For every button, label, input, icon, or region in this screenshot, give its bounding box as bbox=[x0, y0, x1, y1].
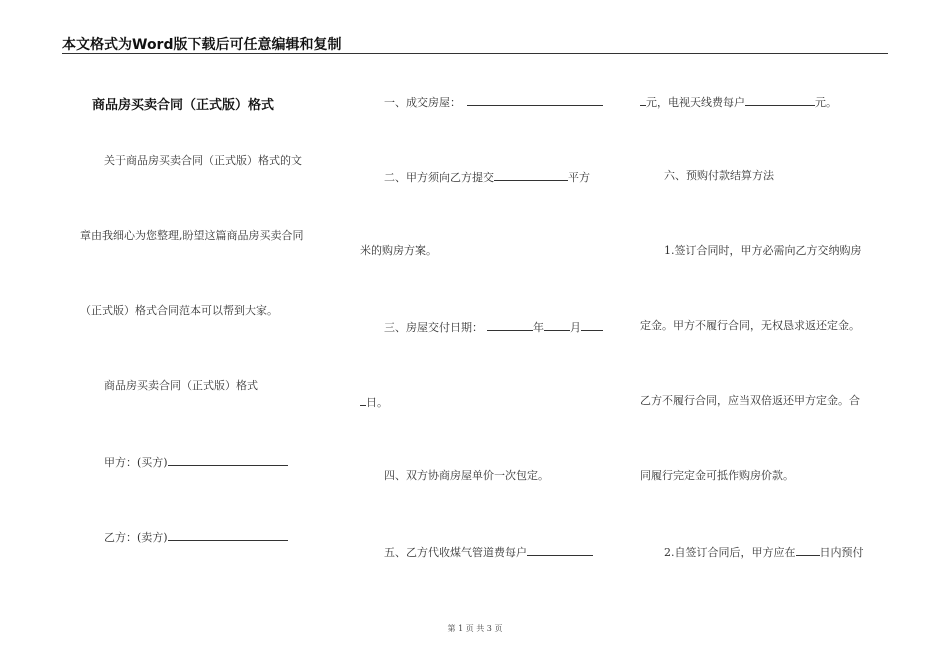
payment-para-4: 同履行完定金可抵作购房价款。 bbox=[640, 469, 794, 482]
document-title: 商品房买卖合同（正式版）格式 bbox=[92, 98, 275, 113]
item-2-label: 二、甲方须向乙方提交 bbox=[384, 171, 494, 184]
tv-fee-label: 元，电视天线费每户 bbox=[646, 96, 745, 109]
item-5-line bbox=[384, 544, 593, 560]
item-5-blank bbox=[527, 544, 593, 556]
item-3-year-blank bbox=[487, 319, 533, 331]
intro-line-3: （正式版）格式合同范本可以帮到大家。 bbox=[80, 304, 278, 317]
item-3-continuation bbox=[360, 394, 388, 410]
item-3-month: 月 bbox=[570, 321, 581, 334]
tv-fee-unit: 元。 bbox=[815, 96, 837, 109]
party-a-line bbox=[104, 454, 288, 470]
party-a-label: 甲方：(买方) bbox=[104, 456, 168, 469]
item-3-line bbox=[384, 319, 603, 335]
item-3-month-blank bbox=[544, 319, 570, 331]
item-1-line bbox=[384, 94, 603, 110]
col3-line-1 bbox=[640, 94, 837, 110]
payment-para-2: 定金。甲方不履行合同，无权恳求返还定金。 bbox=[640, 319, 860, 332]
item-2-suffix: 平方 bbox=[568, 171, 590, 184]
item-3-year: 年 bbox=[533, 321, 544, 334]
tv-fee-blank bbox=[745, 94, 815, 106]
item-3-day: 日。 bbox=[366, 396, 388, 409]
page-number: 第 1 页 共 3 页 bbox=[447, 624, 503, 633]
prepay-label: 2.自签订合同后，甲方应在 bbox=[664, 546, 796, 559]
intro-line-2: 章由我细心为您整理,盼望这篇商品房买卖合同 bbox=[80, 229, 304, 242]
header-rule bbox=[62, 53, 888, 54]
party-b-blank bbox=[168, 529, 288, 541]
item-1-label: 一、成交房屋： bbox=[384, 96, 461, 109]
item-5-label: 五、乙方代收煤气管道费每户 bbox=[384, 546, 527, 559]
item-2-continuation: 米的购房方案。 bbox=[360, 244, 437, 257]
party-b-line bbox=[104, 529, 288, 545]
item-3-day-blank bbox=[581, 319, 603, 331]
item-2-blank bbox=[494, 169, 568, 181]
payment-para-5 bbox=[664, 544, 864, 560]
item-4-line: 四、双方协商房屋单价一次包定。 bbox=[384, 469, 549, 482]
section-6-heading: 六、预购付款结算方法 bbox=[664, 169, 774, 182]
prepay-suffix: 日内预付 bbox=[819, 546, 864, 559]
party-b-label: 乙方：(卖方) bbox=[104, 531, 168, 544]
item-1-blank bbox=[467, 94, 603, 106]
payment-para-1: 1.签订合同时，甲方必需向乙方交纳购房 bbox=[664, 244, 862, 257]
document-header: 本文格式为Word版下载后可任意编辑和复制 bbox=[62, 37, 342, 53]
item-3-label: 三、房屋交付日期： bbox=[384, 321, 483, 334]
party-a-blank bbox=[168, 454, 288, 466]
payment-para-3: 乙方不履行合同，应当双倍返还甲方定金。合 bbox=[640, 394, 860, 407]
prepay-days-blank bbox=[796, 544, 820, 556]
intro-line-1: 关于商品房买卖合同（正式版）格式的文 bbox=[104, 154, 302, 167]
item-2-line bbox=[384, 169, 590, 185]
contract-subtitle: 商品房买卖合同（正式版）格式 bbox=[104, 379, 258, 392]
